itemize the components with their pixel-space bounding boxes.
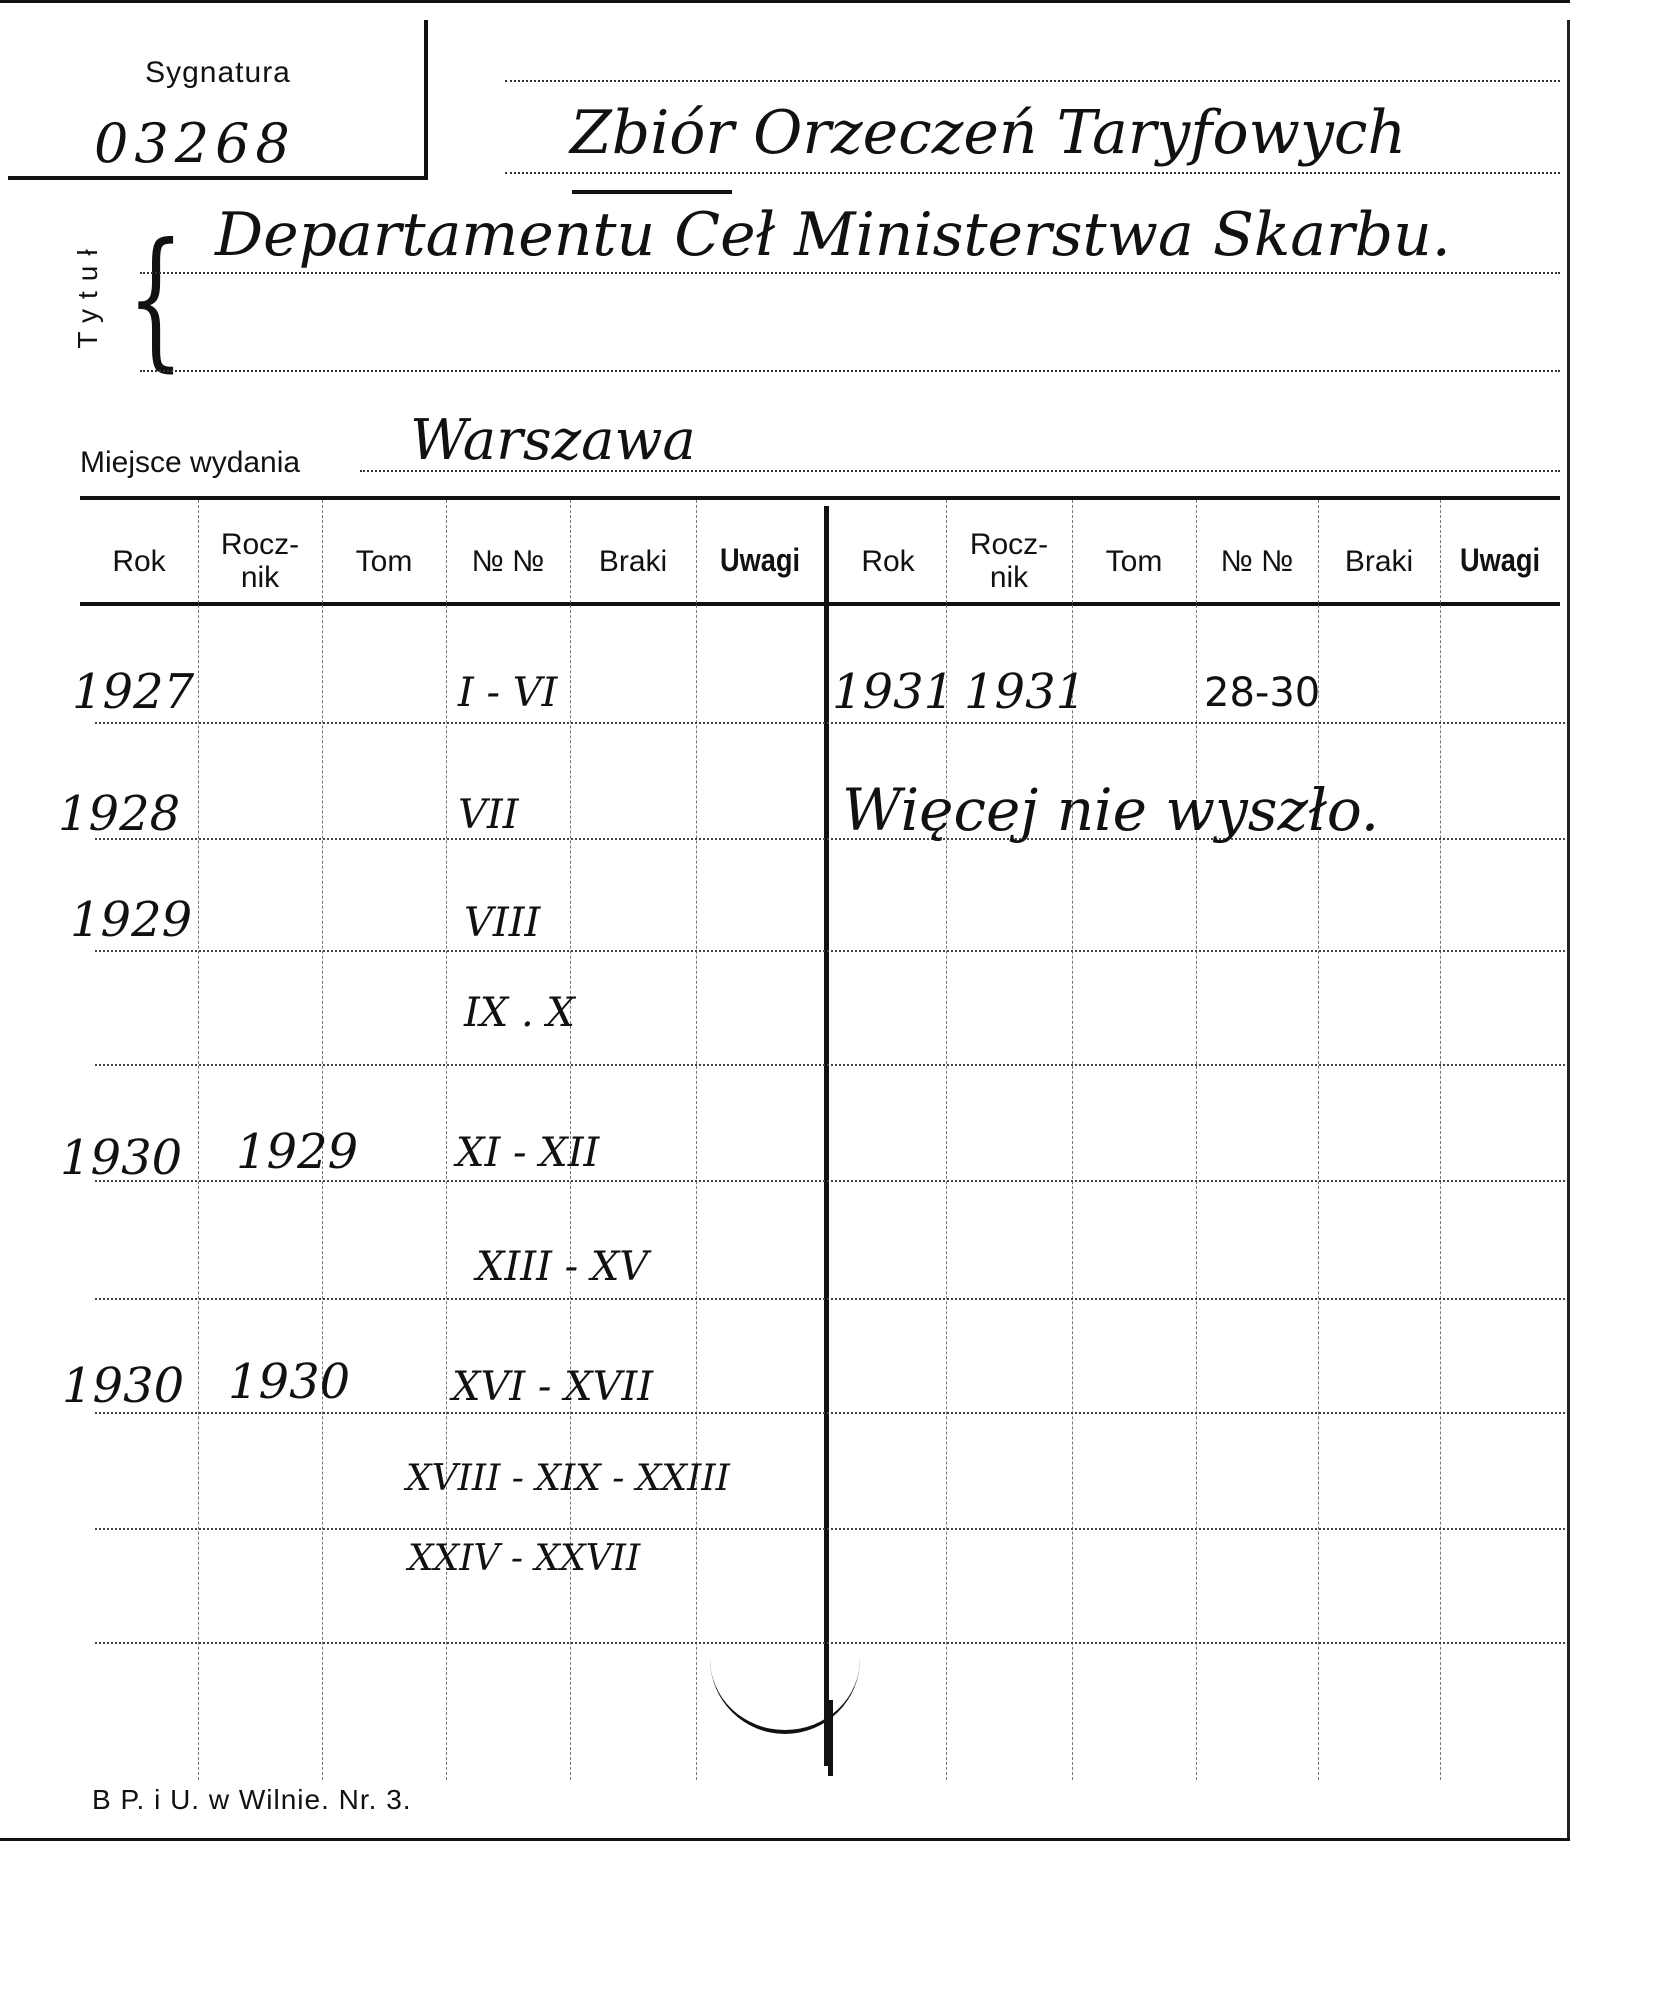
title-dotline-4 <box>140 370 1560 372</box>
brace-icon: { <box>127 212 185 386</box>
col-line <box>696 500 697 1780</box>
row-1929b-nr: IX . X <box>464 990 575 1036</box>
miejsce-value: Warszawa <box>410 408 696 473</box>
row-1930e-nr: XXIV - XXVII <box>408 1538 641 1579</box>
header-rocznik-left-a: Rocz- <box>220 528 300 561</box>
tytul-label <box>68 226 102 366</box>
header-tom-right: Tom <box>1105 544 1163 578</box>
card-right-edge <box>1567 20 1570 1840</box>
row-1930c-rocznik: 1930 <box>228 1354 351 1410</box>
row-1930a-rok: 1930 <box>60 1130 183 1186</box>
header-braki-right: Braki <box>1344 544 1414 578</box>
miejsce-dotline <box>360 470 1560 472</box>
header-tom-left: Tom <box>355 544 413 578</box>
row-1929-nr: VIII <box>464 900 541 946</box>
title-dotline-2 <box>505 172 1560 174</box>
header-rocznik-right-a: Rocz- <box>969 528 1049 561</box>
header-uwagi-left: Uwagi <box>719 542 801 579</box>
row-line <box>95 1298 1565 1300</box>
row-1929-rok: 1929 <box>70 892 193 948</box>
title-underline <box>572 190 732 194</box>
miejsce-label: Miejsce wydania <box>80 446 301 479</box>
row-1930a-rocznik: 1929 <box>236 1124 359 1180</box>
col-line <box>1196 500 1197 1780</box>
col-line <box>1440 500 1441 1780</box>
header-nr-right: № № <box>1220 544 1294 578</box>
header-uwagi-right: Uwagi <box>1459 542 1541 579</box>
row-1930b-nr: XIII - XV <box>476 1244 649 1290</box>
table-header-rule <box>80 602 1560 606</box>
row-1930a-nr: XI - XII <box>456 1130 600 1176</box>
col-line <box>198 500 199 1780</box>
row-1931-nr: 28-30 <box>1204 670 1321 716</box>
header-rok-left: Rok <box>112 544 166 578</box>
row-line <box>95 1412 1565 1414</box>
stamp-arc <box>710 1650 860 1734</box>
row-line <box>95 1180 1565 1182</box>
header-rocznik-left-b: nik <box>240 561 280 594</box>
row-line <box>95 1064 1565 1066</box>
row-line <box>95 722 1565 724</box>
header-rocznik-right <box>946 520 1072 602</box>
row-1930c-nr: XVI - XVII <box>452 1364 654 1410</box>
row-line <box>95 1528 1565 1530</box>
title-dotline-3 <box>140 272 1560 274</box>
tytul-label-text: Tytuł <box>72 239 103 349</box>
row-1930d-nr: XVIII - XIX - XXIII <box>406 1458 730 1499</box>
header-rocznik-left <box>198 520 322 602</box>
header-nr-left: № № <box>471 544 545 578</box>
row-1931-rok: 1931 <box>832 664 955 720</box>
card-bottom-edge <box>0 1838 1570 1841</box>
title-line-1: Zbiór Orzeczeń Taryfowych <box>570 98 1407 168</box>
header-rok-right: Rok <box>861 544 915 578</box>
table-top-rule <box>80 496 1560 500</box>
row-1928-rok: 1928 <box>58 786 181 842</box>
row-1930c-rok: 1930 <box>62 1358 185 1414</box>
sygnatura-value: 03268 <box>94 112 296 175</box>
title-dotline-1 <box>505 80 1560 82</box>
sygnatura-label: Sygnatura <box>145 56 291 89</box>
row-line <box>95 1642 1565 1644</box>
header-braki-left: Braki <box>598 544 668 578</box>
printer-footer: B P. i U. w Wilnie. Nr. 3. <box>92 1784 412 1815</box>
row-line <box>95 950 1565 952</box>
row-1931-rocznik: 1931 <box>964 664 1087 720</box>
note-text: Więcej nie wyszło. <box>842 776 1380 844</box>
card-top-edge <box>0 0 1570 3</box>
table-center-divider <box>824 506 829 1766</box>
title-line-2: Departamentu Ceł Ministerstwa Skarbu. <box>215 200 1451 270</box>
header-rocznik-right-b: nik <box>989 561 1029 594</box>
row-1928-nr: VII <box>458 792 519 838</box>
row-1927-rok: 1927 <box>72 664 195 720</box>
sygnatura-box <box>8 20 428 180</box>
col-line <box>446 500 447 1780</box>
row-1927-nr: I - VI <box>458 670 558 716</box>
